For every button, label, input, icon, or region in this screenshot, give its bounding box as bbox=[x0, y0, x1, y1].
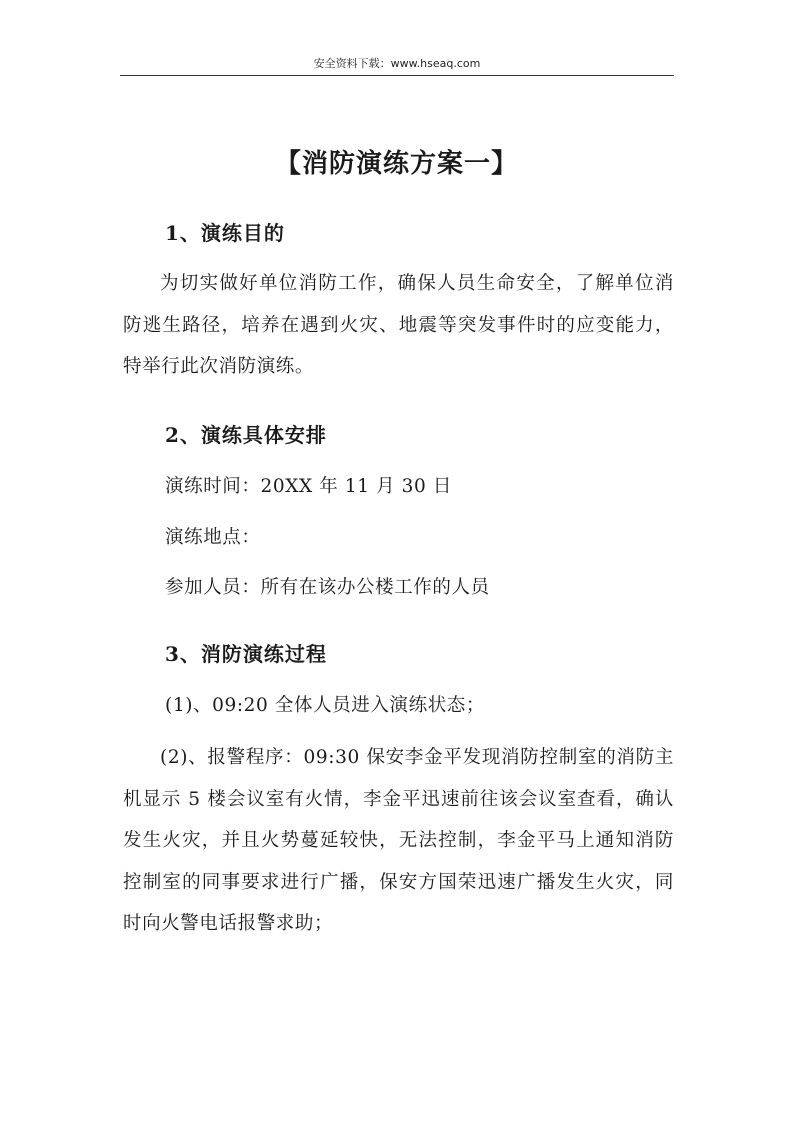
section-heading-process: 3、消防演练过程 bbox=[165, 642, 327, 666]
header-divider bbox=[120, 75, 674, 76]
document-title: 【消防演练方案一】 bbox=[274, 149, 518, 179]
participants-line: 参加人员：所有在该办公楼工作的人员 bbox=[165, 577, 490, 598]
process-step-1: (1)、09:20 全体人员进入演练状态； bbox=[165, 695, 486, 716]
section-heading-arrangement: 2、演练具体安排 bbox=[165, 423, 327, 447]
drill-time-line: 演练时间：20XX 年 11 月 30 日 bbox=[165, 476, 452, 497]
section-heading-purpose: 1、演练目的 bbox=[165, 221, 285, 245]
process-step-2: (2)、报警程序：09:30 保安李金平发现消防控制室的消防主机显示 5 楼会议室有火情，李金平迅速前往该会议室查看，确认发生火灾，并且火势蔓延较快，无法控制，李金平马上通知消防控制室的同事要求进行广播，保安方国荣迅速广播发生火灾，同时向火警电话报警求助； bbox=[123, 747, 674, 934]
paragraph-purpose: 为切实做好单位消防工作，确保人员生命安全，了解单位消防逃生路径，培养在遇到火灾、地震等突发事件时的应变能力，特举行此次消防演练。 bbox=[123, 273, 674, 377]
drill-location-line: 演练地点： bbox=[165, 527, 261, 548]
page-header: 安全资料下载：www.hseaq.com bbox=[313, 57, 481, 70]
